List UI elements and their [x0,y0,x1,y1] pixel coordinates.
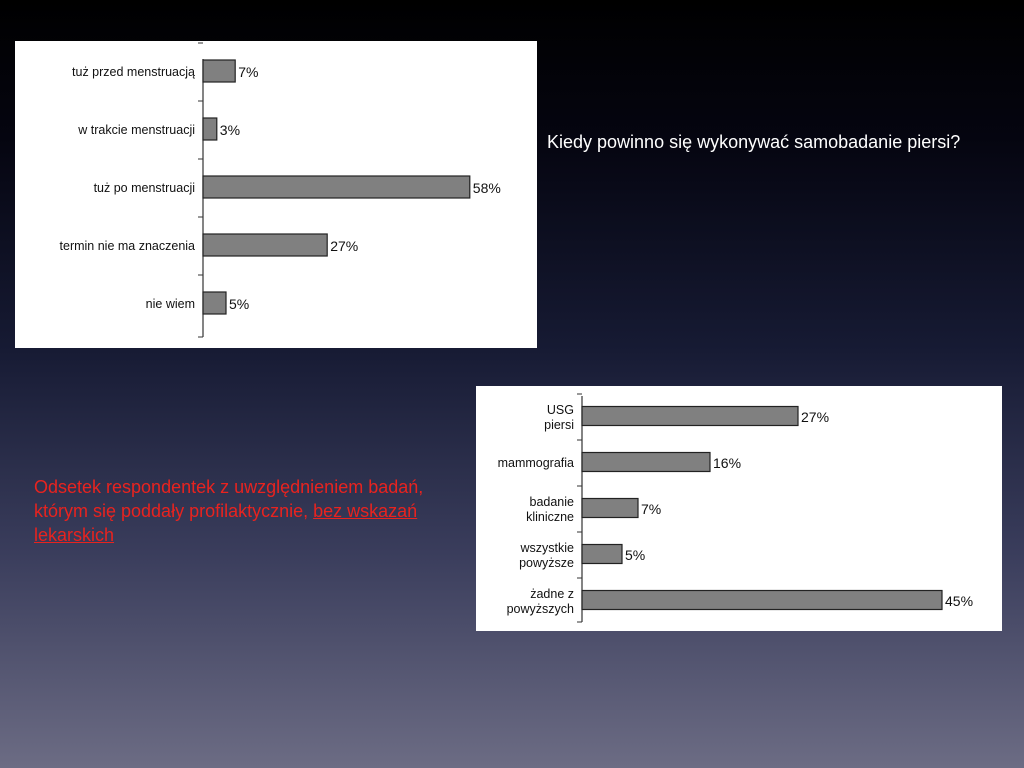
bar [203,118,217,140]
bar-value-label: 7% [641,501,662,517]
category-label-line: wszystkie [520,541,574,555]
category-label [72,65,195,79]
bar-value-label: 7% [238,64,259,80]
category-label [519,541,574,570]
bar [582,499,638,518]
category-label [507,587,574,616]
bar [582,545,622,564]
bar-value-label: 5% [625,547,646,563]
category-label [60,239,196,253]
category-label-line: badanie [529,495,574,509]
category-label [526,495,574,524]
category-label-line: powyższe [519,556,574,570]
category-label [544,403,574,432]
bar [203,292,226,314]
category-label-line: nie wiem [145,297,195,311]
bar-value-label: 3% [219,122,241,138]
bar [582,591,942,610]
bar [203,234,327,256]
note-text: Odsetek respondentek z uwzględnieniem badań, którym się poddały profilaktycznie, [34,477,424,521]
category-label-line: kliniczne [526,510,574,524]
bar [203,176,470,198]
note-link[interactable]: bez wskazań lekarskich [34,501,418,545]
category-label [77,123,195,137]
bar-value-label: 58% [472,180,501,196]
category-label-line: w trakcie menstruacji [78,123,195,137]
category-label-line: powyższych [506,602,574,616]
category-label-line: USG [546,403,574,417]
category-label-line: mammografia [497,456,574,470]
category-label-line: piersi [544,418,574,432]
bar [582,453,710,472]
chart-panel-exams [476,386,1002,631]
chart-exams [476,386,1002,631]
category-label-line: tuż przed menstruacją [72,65,195,79]
category-label-line: termin nie ma znaczenia [59,239,195,253]
bar-value-label: 5% [229,296,250,312]
chart-timing [15,41,537,348]
slide-note [34,475,454,547]
bar [203,60,235,82]
bar-value-label: 27% [330,238,359,254]
category-label-line: tuż po menstruacji [93,181,195,195]
category-label [94,181,195,195]
bar-value-label: 27% [801,409,830,425]
category-label [146,297,195,311]
slide-title: Kiedy powinno się wykonywać samobadanie piersi? [547,132,961,152]
bar [582,407,798,426]
category-label-line: żadne z [530,587,574,601]
bar-value-label: 45% [945,593,974,609]
bar-value-label: 16% [713,455,742,471]
chart-panel-timing [15,41,537,348]
category-label [498,456,574,470]
